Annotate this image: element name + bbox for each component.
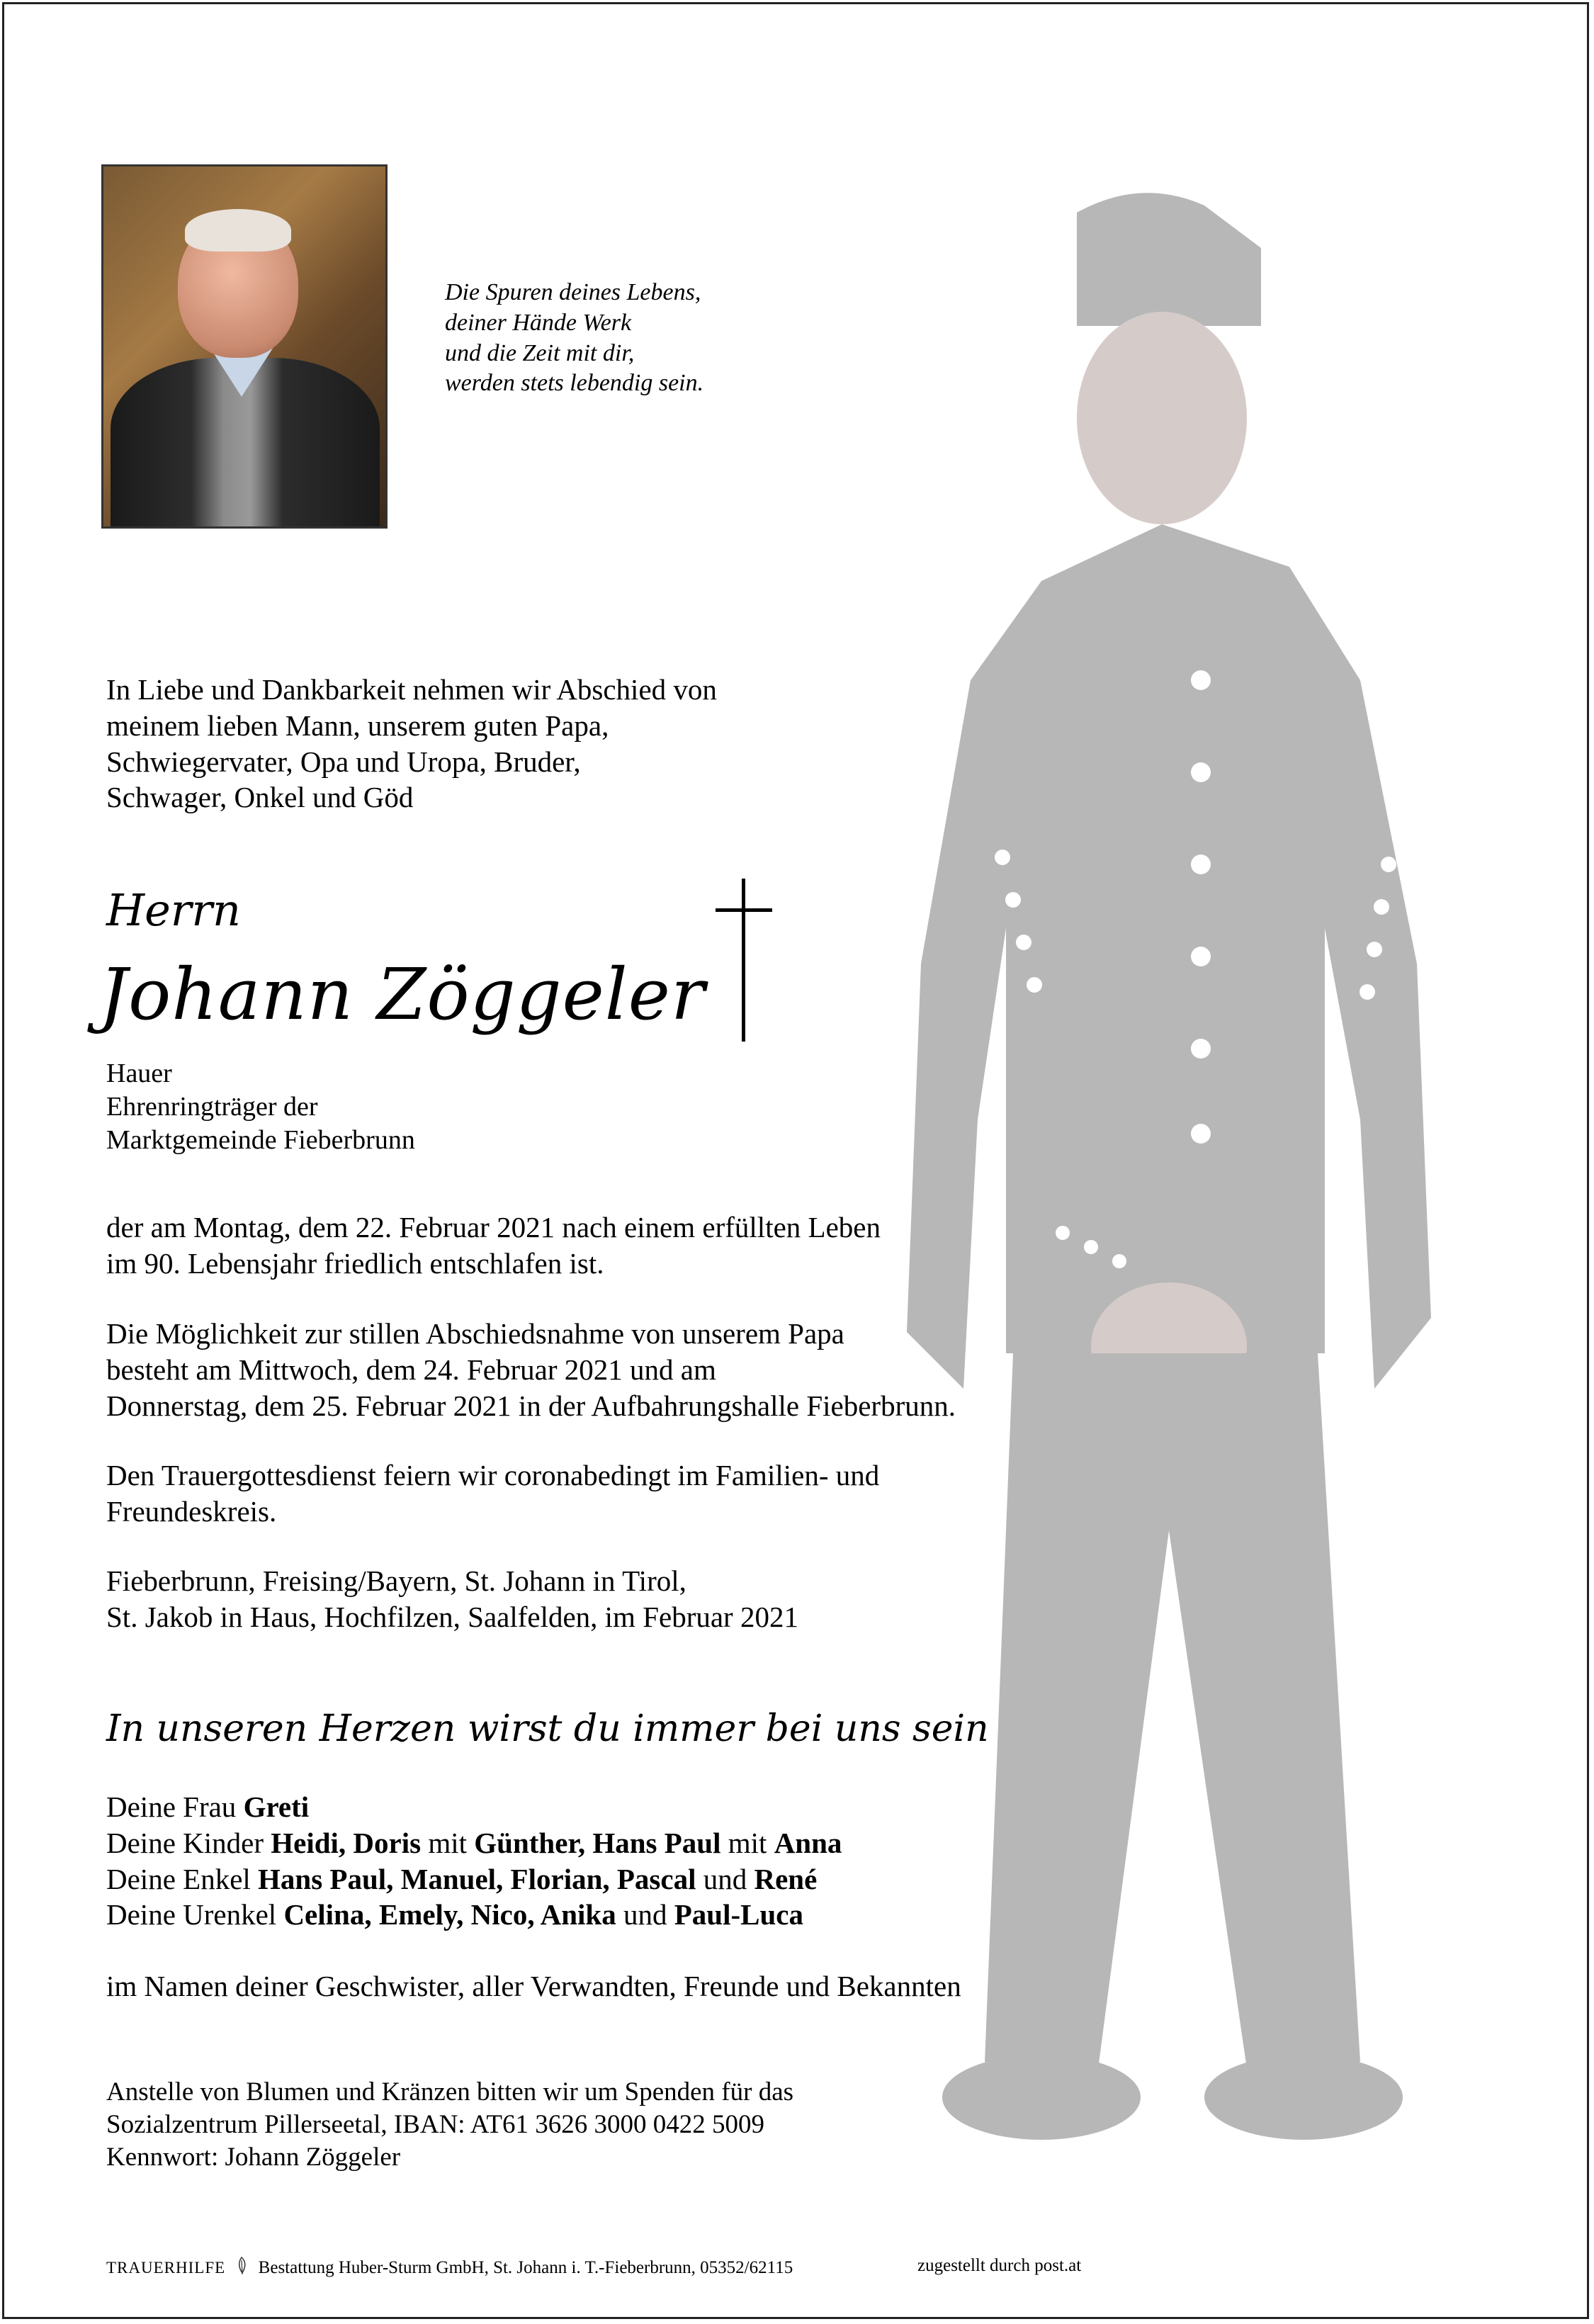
family-children	[106, 1825, 842, 1861]
intro-line: Schwager, Onkel und Göd	[106, 781, 414, 814]
great-grandchildren-names: Celina, Emely, Nico, Anika	[283, 1898, 616, 1931]
connector: und	[616, 1898, 674, 1931]
donation-line: Sozialzentrum Pillerseetal, IBAN: AT61 3626 3000 0422 5009	[106, 2109, 764, 2139]
intro-line: meinem lieben Mann, unserem guten Papa,	[106, 709, 609, 742]
grandchildren-names: René	[754, 1862, 818, 1895]
family-grandchildren	[106, 1861, 842, 1897]
portrait-photo	[101, 164, 388, 529]
family-great-grandchildren	[106, 1897, 842, 1933]
titles	[106, 1057, 415, 1157]
places-paragraph	[106, 1563, 798, 1635]
deceased-name: Johann Zöggeler	[99, 953, 706, 1036]
viewing-line: besteht am Mittwoch, dem 24. Februar 2021 und am	[106, 1353, 716, 1386]
tagline: In unseren Herzen wirst du immer bei uns sein	[106, 1708, 989, 1750]
great-grandchildren-names: Paul-Luca	[674, 1898, 803, 1931]
label: Deine Kinder	[106, 1826, 271, 1859]
title-line: Marktgemeinde Fieberbrunn	[106, 1125, 415, 1156]
leaf-icon	[234, 2256, 249, 2276]
connector: und	[696, 1862, 754, 1895]
label: Deine Enkel	[106, 1862, 259, 1895]
connector: mit	[421, 1826, 475, 1859]
memorial-quote	[445, 278, 703, 399]
delivered-by: zugestellt durch post.at	[917, 2256, 1082, 2275]
children-names: Heidi, Doris	[271, 1826, 422, 1859]
death-line: im 90. Lebensjahr friedlich entschlafen ist.	[106, 1246, 604, 1280]
funeral-company: Bestattung Huber-Sturm GmbH, St. Johann i. T.-Fieberbrunn, 05352/62115	[258, 2258, 793, 2277]
children-names: Günther, Hans Paul	[474, 1826, 721, 1859]
family-list	[106, 1789, 842, 1933]
death-line: der am Montag, dem 22. Februar 2021 nach einem erfüllten Leben	[106, 1211, 881, 1243]
donation-line: Kennwort: Johann Zöggeler	[106, 2142, 401, 2172]
viewing-line: Donnerstag, dem 25. Februar 2021 in der Aufbahrungshalle Fieberbrunn.	[106, 1389, 956, 1422]
title-line: Ehrenringträger der	[106, 1092, 318, 1122]
salutation: Herrn	[106, 884, 241, 936]
brand-label: TRAUERHILFE	[106, 2259, 226, 2277]
service-line: Freundeskreis.	[106, 1494, 277, 1528]
viewing-line: Die Möglichkeit zur stillen Abschiedsnahme von unserem Papa	[106, 1317, 844, 1350]
footer	[106, 2256, 1082, 2278]
quote-line: und die Zeit mit dir,	[445, 339, 635, 366]
wife-name: Greti	[243, 1790, 310, 1823]
intro-line: In Liebe und Dankbarkeit nehmen wir Abschied von	[106, 673, 717, 706]
service-line: Den Trauergottesdienst feiern wir coronabedingt im Familien- und	[106, 1459, 880, 1491]
intro-line: Schwiegervater, Opa und Uropa, Bruder,	[106, 745, 581, 778]
family-wife	[106, 1789, 842, 1825]
connector: mit	[720, 1826, 774, 1859]
places-line: Fieberbrunn, Freising/Bayern, St. Johann in Tirol,	[106, 1564, 686, 1597]
service-paragraph	[106, 1457, 879, 1530]
label: Deine Urenkel	[106, 1898, 284, 1931]
intro-paragraph	[106, 672, 717, 816]
quote-line: Die Spuren deines Lebens,	[445, 279, 701, 305]
donation-line: Anstelle von Blumen und Kränzen bitten wir um Spenden für das	[106, 2077, 794, 2106]
grandchildren-names: Hans Paul, Manuel, Florian, Pascal	[258, 1862, 696, 1895]
quote-line: deiner Hände Werk	[445, 309, 632, 336]
children-names: Anna	[774, 1826, 842, 1859]
quote-line: werden stets lebendig sein.	[445, 370, 704, 397]
title-line: Hauer	[106, 1059, 172, 1088]
viewing-paragraph	[106, 1316, 956, 1423]
uniformed-man-photo	[864, 184, 1530, 2189]
cross-icon	[716, 879, 772, 1042]
relatives-line: im Namen deiner Geschwister, aller Verwandten, Freunde und Bekannten	[106, 1970, 961, 2002]
donation-paragraph	[106, 2076, 793, 2174]
death-paragraph	[106, 1209, 881, 1282]
places-line: St. Jakob in Haus, Hochfilzen, Saalfelden, im Februar 2021	[106, 1600, 798, 1633]
label: Deine Frau	[106, 1790, 244, 1823]
